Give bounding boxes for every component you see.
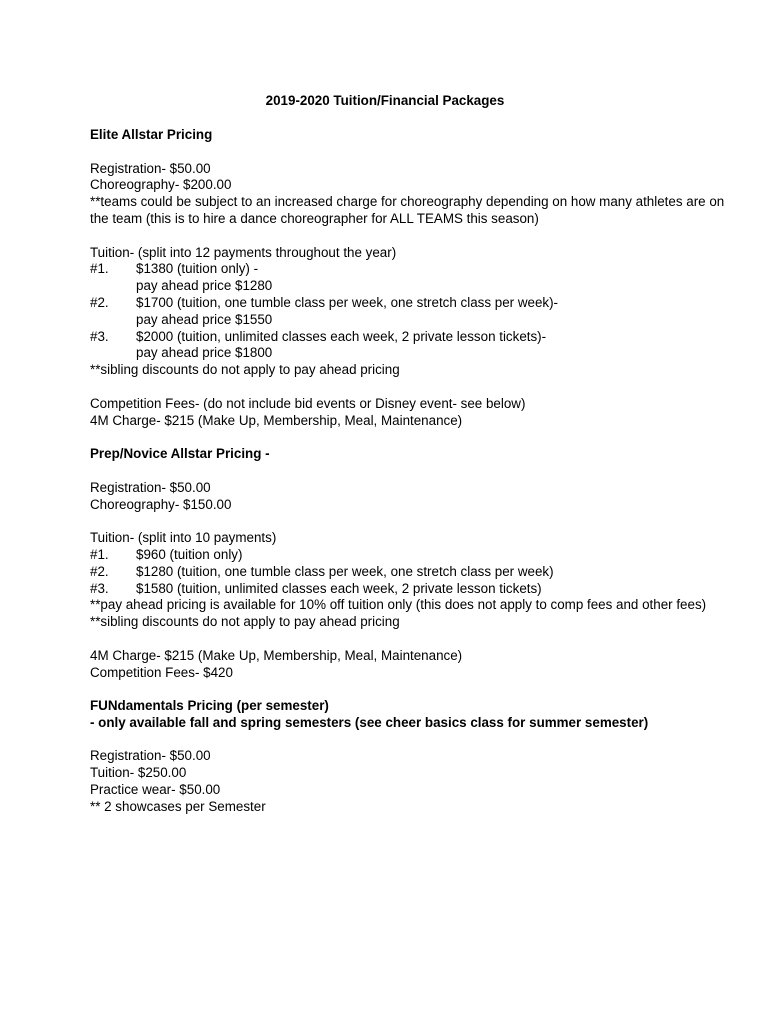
elite-choreo-note: **teams could be subject to an increased charge for choreography depending on how many athletes are on the team (this is to hire a dance choreographer for ALL TEAMS this season) xyxy=(90,194,725,226)
elite-tuition-intro: Tuition- (split into 12 payments throughout the year) xyxy=(90,244,397,260)
elite-competition-fees: Competition Fees- (do not include bid events or Disney event- see below) xyxy=(90,395,526,411)
page-title: 2019-2020 Tuition/Financial Packages xyxy=(265,93,505,108)
option-number: #2. xyxy=(90,563,109,579)
option-text: $960 (tuition only) xyxy=(136,546,243,562)
fundamentals-showcases: ** 2 showcases per Semester xyxy=(90,798,266,814)
prep-competition-fees: Competition Fees- $420 xyxy=(90,664,233,680)
elite-option-1 xyxy=(90,261,730,278)
elite-sibling-note: **sibling discounts do not apply to pay ahead pricing xyxy=(90,362,400,378)
elite-choreography: Choreography- $200.00 xyxy=(90,177,232,193)
document-body xyxy=(90,127,730,816)
option-number: #1. xyxy=(90,261,109,277)
fundamentals-subheading: - only available fall and spring semesters (see cheer basics class for summer semester) xyxy=(90,714,649,730)
elite-option-3-pay-ahead: pay ahead price $1800 xyxy=(136,345,273,361)
fundamentals-practice-wear: Practice wear- $50.00 xyxy=(90,782,221,798)
prep-tuition-intro: Tuition- (split into 10 payments) xyxy=(90,530,277,546)
elite-option-1-pay-ahead: pay ahead price $1280 xyxy=(136,278,273,294)
option-number: #3. xyxy=(90,580,109,596)
elite-heading: Elite Allstar Pricing xyxy=(90,127,213,142)
elite-4m-charge: 4M Charge- $215 (Make Up, Membership, Meal, Maintenance) xyxy=(90,412,463,428)
option-number: #2. xyxy=(90,294,109,310)
fundamentals-heading: FUNdamentals Pricing (per semester) xyxy=(90,698,329,714)
option-text: $1580 (tuition, unlimited classes each week, 2 private lesson tickets) xyxy=(136,580,542,596)
option-number: #1. xyxy=(90,546,109,562)
option-text: $2000 (tuition, unlimited classes each week, 2 private lesson tickets)- xyxy=(136,328,547,344)
elite-option-2-pay-ahead: pay ahead price $1550 xyxy=(136,311,273,327)
elite-registration: Registration- $50.00 xyxy=(90,160,211,176)
prep-option-2 xyxy=(90,564,730,581)
prep-registration: Registration- $50.00 xyxy=(90,479,211,495)
prep-option-3 xyxy=(90,581,730,598)
option-text: $1700 (tuition, one tumble class per week, one stretch class per week)- xyxy=(136,294,559,310)
fundamentals-tuition: Tuition- $250.00 xyxy=(90,765,187,781)
option-text: $1280 (tuition, one tumble class per week, one stretch class per week) xyxy=(136,563,554,579)
option-text: $1380 (tuition only) - xyxy=(136,261,259,277)
prep-sibling-note: **sibling discounts do not apply to pay ahead pricing xyxy=(90,614,400,630)
prep-choreography: Choreography- $150.00 xyxy=(90,496,232,512)
prep-4m-charge: 4M Charge- $215 (Make Up, Membership, Meal, Maintenance) xyxy=(90,647,463,663)
fundamentals-registration: Registration- $50.00 xyxy=(90,748,211,764)
elite-option-2 xyxy=(90,295,730,312)
option-number: #3. xyxy=(90,328,109,344)
prep-heading: Prep/Novice Allstar Pricing - xyxy=(90,446,270,462)
prep-option-1 xyxy=(90,547,730,564)
elite-option-3 xyxy=(90,329,730,346)
prep-pay-ahead-note: **pay ahead pricing is available for 10% off tuition only (this does not apply to comp fees and other fees) xyxy=(90,597,707,613)
